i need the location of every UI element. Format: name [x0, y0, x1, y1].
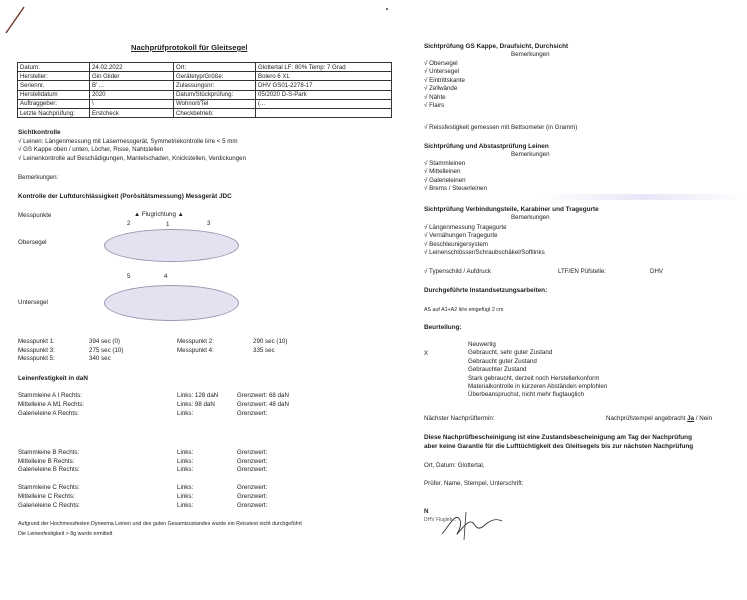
beurteilung-mark: X — [424, 350, 429, 357]
point-label: 5 — [127, 273, 131, 280]
list-item: √ Obersegel — [424, 60, 458, 67]
table-row — [18, 108, 392, 117]
list-item: √ Flairs — [424, 101, 445, 109]
ort-datum: Ort, Datum: Glottertal, — [424, 462, 485, 469]
luft-heading: Kontrolle der Luftdurchlässigkeit (Porösitätsmessung) Messgerät JDC — [18, 193, 232, 200]
leine-grenzwert: Grenzwert: — [237, 449, 268, 456]
leine-links: Links: 98 daN — [177, 401, 215, 408]
leine-name: Galerieleine A Rechts: — [18, 410, 79, 417]
pruefer-label: Prüfer, Name, Stempel, Unterschrift: — [424, 480, 524, 487]
list-item: Gebraucht, sehr guter Zustand — [468, 349, 553, 357]
leine-grenzwert: Grenzwert: — [237, 493, 268, 500]
leine-links: Links: — [177, 484, 194, 491]
point-label: 3 — [207, 220, 211, 227]
sichtkontrolle-list — [18, 138, 246, 163]
list-item: √ Leinenkontrolle auf Beschädigungen, Mantelschaden, Knickstellen, Verdickungen — [18, 154, 247, 162]
point-label: 1 — [166, 221, 170, 228]
info-label: Checkbetrieb: — [174, 108, 256, 117]
list-item: √ Nähte — [424, 93, 446, 101]
messpunkt-label: Messpunkt 5: — [18, 355, 55, 362]
info-value: 24.02.2022 — [90, 63, 174, 72]
info-value: Glottertal LF: 80% Temp: 7 Grad — [256, 63, 392, 72]
instand-heading: Durchgeführte Instandsetzungsarbeiten: — [424, 287, 548, 294]
info-label: Herstelldatum — [18, 90, 90, 99]
leine-grenzwert: Grenzwert: — [237, 502, 268, 509]
table-row — [18, 81, 392, 90]
bemerkungen-label: Bemerkungen: — [18, 174, 59, 181]
obersegel-label: Obersegel — [18, 239, 47, 246]
table-row — [18, 99, 392, 108]
leine-name: Stammleine A I Rechts: — [18, 392, 82, 399]
kappe-heading: Sichtprüfung GS Kappe, Draufsicht, Durchsicht — [424, 43, 569, 50]
messpunkt-value: 275 sec (10) — [89, 347, 124, 354]
info-value: (... — [256, 99, 392, 108]
disclaimer: Diese Nachprüfbescheinigung ist eine Zustandsbescheinigung am Tag der Nachprüfung — [424, 434, 692, 441]
stempel-ja: Ja — [687, 415, 695, 422]
page-title: Nachprüfprotokoll für Gleitsegel — [131, 43, 248, 52]
info-label: Auftraggeber: — [18, 99, 90, 108]
messpunkt-value: 394 sec (0) — [89, 338, 120, 345]
untersegel-label: Untersegel — [18, 299, 48, 306]
verbindung-list — [424, 224, 545, 258]
point-label: 4 — [164, 273, 168, 280]
point-label: 2 — [127, 220, 131, 227]
info-label: Gerätetyp/Größe: — [174, 72, 256, 81]
list-item: √ Stammleinen — [424, 160, 466, 167]
stempel-suffix: / Nein — [694, 415, 712, 422]
list-item: √ GS Kappe oben / unten, Löcher, Risse, Nahtstellen — [18, 146, 164, 154]
leine-grenzwert: Grenzwert: — [237, 484, 268, 491]
footnote: Die Leinenfestigkeit > 8g wurde ermittelt — [18, 531, 113, 537]
table-row — [18, 72, 392, 81]
leinen-pruefung-heading: Sichtprüfung und Abstastprüfung Leinen — [424, 143, 549, 150]
info-value: B' ... — [90, 81, 174, 90]
info-label: Seriennr. — [18, 81, 90, 90]
disclaimer: aber keine Garantie für die Lufttüchtigkeit des Gleitsegels bis zur nächsten Nachprüfung — [424, 443, 694, 450]
leine-links: Links: — [177, 410, 194, 417]
leine-name: Galerieleine C Rechts: — [18, 502, 80, 509]
messpunkt-label: Messpunkt 1: — [18, 338, 55, 345]
kappe-subheading: Bemerkungen — [511, 51, 550, 58]
list-item: √ Vernähungen Tragegurte — [424, 232, 498, 240]
dot-mark — [386, 8, 388, 10]
leine-links: Links: 128 daN — [177, 392, 219, 399]
ltf-label: LTF/EN Püfstelle: — [558, 268, 607, 275]
list-item: √ Beschleunigersystem — [424, 240, 488, 248]
leine-name: Stammleine C Rechts: — [18, 484, 80, 491]
list-item: Materialkontrolle in kürzeren Abständen empfohlen — [468, 382, 608, 390]
leine-grenzwert: Grenzwert: 68 daN — [237, 392, 289, 399]
leine-name: Stammleine B Rechts: — [18, 449, 80, 456]
leine-name: Mittelleine C Rechts: — [18, 493, 75, 500]
list-item: Überbeanspruchst, nicht mehr flugtauglich — [468, 391, 584, 399]
leine-name: Mittelleine A M1 Rechts: — [18, 401, 85, 408]
info-value: Bolero 6 XL — [256, 72, 392, 81]
info-value: 2020 — [90, 90, 174, 99]
info-value: Erstcheck — [90, 108, 174, 117]
list-item: √ Eintrittskante — [424, 76, 465, 84]
list-item: √ Galerieleinen — [424, 176, 466, 184]
leinen-pruefung-subheading: Bemerkungen — [511, 151, 550, 158]
info-label: Ort: — [174, 63, 256, 72]
leine-links: Links: — [177, 502, 194, 509]
typenschild-item: √ Typenschild / Aufdruck — [424, 268, 491, 275]
messpunkt-value: 340 sec — [89, 355, 111, 362]
list-item: Neuwertig — [468, 341, 496, 348]
beurteilung-heading: Beurteilung: — [424, 324, 462, 331]
pen-mark — [4, 5, 26, 35]
flugrichtung-label: ▲ Flugrichtung ▲ — [134, 211, 184, 218]
messpunkt-label: Messpunkt 2: — [177, 338, 214, 345]
sichtkontrolle-heading: Sichtkontrolle — [18, 129, 61, 136]
info-value: 05/2020 D-S-Park — [256, 90, 392, 99]
messpunkt-value: 290 sec (10) — [253, 338, 288, 345]
scan-smear — [540, 194, 747, 200]
signature — [436, 500, 506, 542]
leinen-heading: Leinenfestigkeit in daN — [18, 375, 88, 382]
naechster-termin-label: Nächster Nachprüftermin: — [424, 415, 495, 422]
stamp-text: DHV Flugleh... — [424, 517, 457, 523]
stempel-prefix: Nachprüfstempel angebracht — [606, 415, 688, 422]
leine-name: Mittelleine B Rechts: — [18, 458, 75, 465]
messpunkt-value: 335 sec — [253, 347, 275, 354]
untersegel-ellipse — [104, 285, 239, 321]
list-item: Gebrauchter Zustand — [468, 366, 527, 374]
table-row — [18, 63, 392, 72]
messpunkt-label: Messpunkt 3: — [18, 347, 55, 354]
info-label: Wohnort/Tel — [174, 99, 256, 108]
leine-links: Links: — [177, 449, 194, 456]
kappe-list — [424, 60, 465, 110]
info-label: Datum: — [18, 63, 90, 72]
footnote: Aufgrund der Hochmessfesten Dyneema Leinen und des guten Gesamtzustandes wurde ein Reisstest nicht durchgeführt — [18, 521, 302, 527]
obersegel-ellipse — [104, 229, 239, 262]
verbindung-heading: Sichtprüfung Verbindungsteile, Karabiner und Tragegurte — [424, 206, 599, 213]
table-row — [18, 90, 392, 99]
reiss-item: √ Reissfestigkeit gemessen mit Bettsometer (in Gramm) — [424, 124, 578, 131]
messpunkt-label: Messpunkt 4: — [177, 347, 214, 354]
info-value: Gin Glider — [90, 72, 174, 81]
leine-name: Galerieleine B Rechts: — [18, 466, 80, 473]
list-item: Stark gebraucht, derzeit noch Herstellerkonform — [468, 374, 600, 382]
list-item: √ Leinen: Längenmessung mit Lasermessgerät, Symmetriekontrolle li/re < 5 mm — [18, 138, 238, 145]
leine-links: Links: — [177, 493, 194, 500]
list-item: √ Zellwände — [424, 85, 458, 93]
list-item: √ Leinenschlösser/Schraubschäkel/Softlinks — [424, 249, 545, 257]
leine-grenzwert: Grenzwert: — [237, 458, 268, 465]
leine-links: Links: — [177, 458, 194, 465]
list-item: √ Mittelleinen — [424, 168, 461, 176]
info-value — [256, 108, 392, 117]
list-item: √ Längenmessung Tragegurte — [424, 224, 507, 231]
info-value: DHV GS01-2278-17 — [256, 81, 392, 90]
info-label: Datum/Stückprüfung: — [174, 90, 256, 99]
instand-note: AS auf A1+A2 li/re eingefügt 2 cm — [424, 307, 504, 313]
beurteilung-list — [468, 341, 607, 400]
leinen-pruefung-list — [424, 160, 487, 194]
stamp-letter: N — [424, 508, 429, 515]
verbindung-subheading: Bemerkungen — [511, 214, 550, 221]
info-label: Letzte Nachprüfung: — [18, 108, 90, 117]
dhv-value: DHV — [650, 268, 664, 275]
info-label: Zulassungsnr: — [174, 81, 256, 90]
leine-grenzwert: Grenzwert: — [237, 466, 268, 473]
leine-grenzwert: Grenzwert: 48 daN — [237, 401, 289, 408]
leine-grenzwert: Grenzwert: — [237, 410, 268, 417]
messpunkte-label: Messpunkte — [18, 212, 52, 219]
info-label: Hersteller: — [18, 72, 90, 81]
list-item: √ Brems / Steuerleinen — [424, 185, 487, 193]
stempel-line — [606, 415, 712, 422]
info-value: \ — [90, 99, 174, 108]
list-item: Gebraucht guter Zustand — [468, 357, 537, 365]
list-item: √ Untersegel — [424, 68, 460, 76]
leine-links: Links: — [177, 466, 194, 473]
info-table — [17, 62, 392, 118]
